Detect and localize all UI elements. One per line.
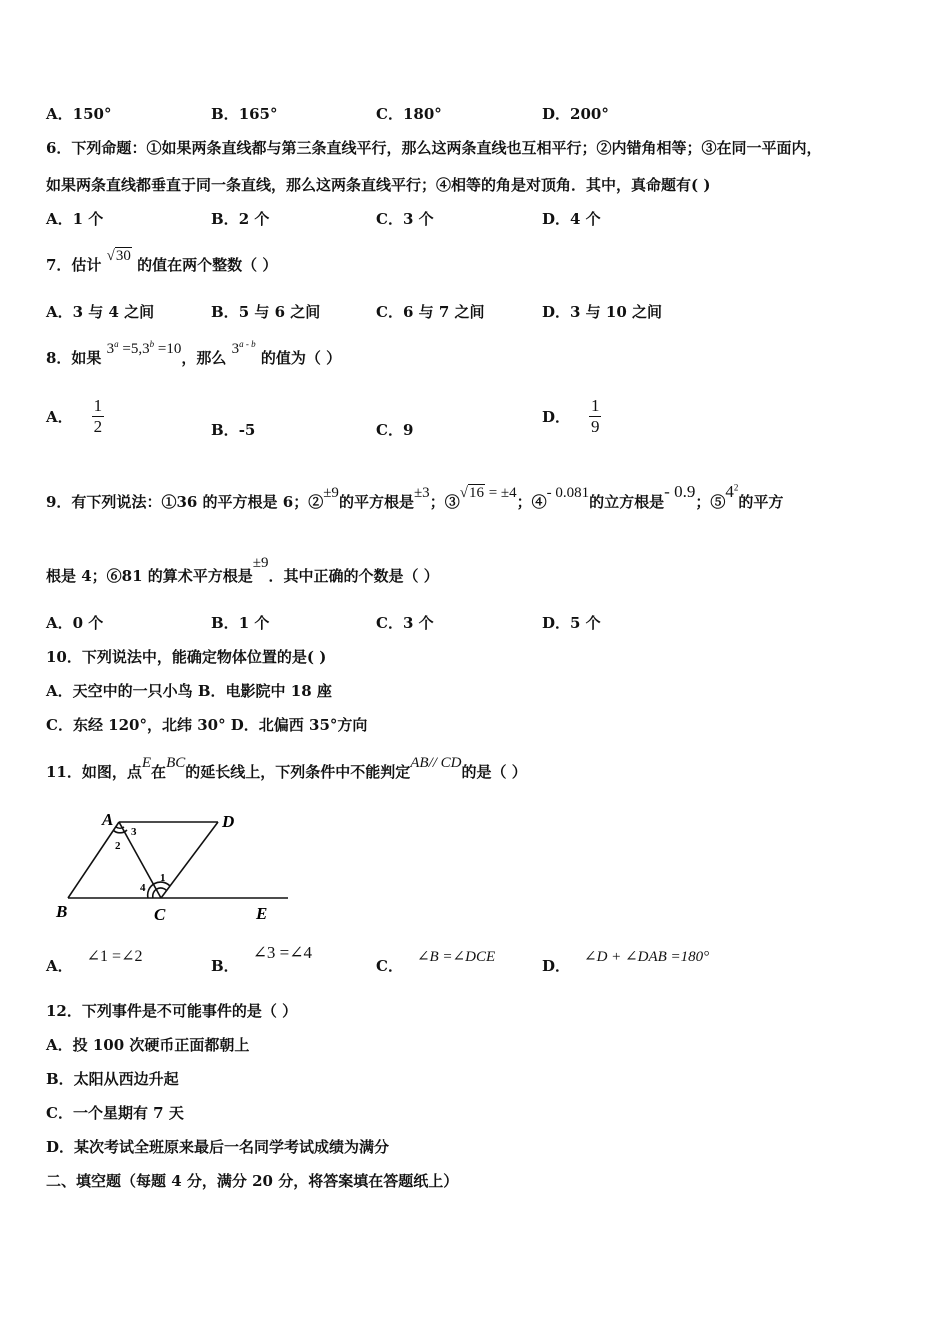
q7-option-a: A．3 与 4 之间 [46, 303, 155, 321]
q12-option-d: D．某次考试全班原来最后一名同学考试成绩为满分 [46, 1138, 390, 1156]
q8-option-a: A． $\frac{1}{2}$ [46, 396, 103, 436]
q10-stem: 10．下列说法中，能确定物体位置的是( ) [46, 648, 327, 666]
label-c: C [154, 905, 166, 924]
angle-1-label: 1 [160, 872, 166, 884]
q9-option-d: D．5 个 [542, 614, 601, 632]
q11-option-a: A．∠1 =∠2 [46, 948, 143, 975]
q9-stem-line1: 9．有下列说法：①36 的平方根是 6；②±9的平方根是±3；③√16 = ±4；④- 0.081的立方根是- 0.9；$⑤4^2$的平方 [46, 482, 784, 511]
label-b: B [56, 902, 68, 921]
section-2-heading: 二、填空题（每题 4 分，满分 20 分，将答案填在答题纸上） [46, 1172, 459, 1190]
q5-option-a: A．150° [46, 105, 112, 123]
q7-option-c: C．6 与 7 之间 [376, 303, 485, 321]
sqrt-16: √16 = ±4 [459, 485, 517, 501]
label-a: A [102, 810, 114, 829]
q6-option-d: D．4 个 [542, 210, 601, 228]
q6-stem-line2: 如果两条直线都垂直于同一条直线，那么这两条直线平行；④相等的角是对顶角．其中，真命题有( ) [46, 176, 711, 194]
label-d: D [222, 812, 235, 831]
q9-stem-line2: 根是 4；⑥81 的算术平方根是±9．其中正确的个数是（ ） [46, 555, 439, 585]
q9-option-c: C．3 个 [376, 614, 434, 632]
q8-expression: 3$^{a - b}$ [231, 339, 256, 357]
q6-option-b: B．2 个 [211, 210, 270, 228]
q8-option-d: D． $\frac{1}{9}$ [542, 396, 600, 436]
q7-option-b: B．5 与 6 之间 [211, 303, 321, 321]
q7-option-d: D．3 与 10 之间 [542, 303, 662, 321]
angle-2-label: 2 [115, 840, 121, 852]
q8-stem: 8．如果 $3^a =5,3^b =10$，那么 3$^{a - b}$ 的值为（ ） [46, 339, 342, 367]
q10-options-ab: A．天空中的一只小鸟 B．电影院中 18 座 [46, 682, 332, 700]
fraction-one-half: $\frac{1}{2}$ [93, 396, 103, 436]
q9-option-a: A．0 个 [46, 614, 104, 632]
q11-option-c: C． ∠B =∠DCE [376, 949, 496, 975]
angle-3-label: 3 [131, 826, 137, 838]
fraction-one-ninth: $\frac{1}{9}$ [591, 396, 600, 436]
q8-option-b: B．-5 [211, 421, 256, 439]
q12-option-a: A．投 100 次硬币正面都朝上 [46, 1036, 250, 1054]
q12-option-c: C．一个星期有 7 天 [46, 1104, 184, 1122]
q10-options-cd: C．东经 120°，北纬 30° D．北偏西 35°方向 [46, 716, 368, 734]
q9-option-b: B．1 个 [211, 614, 270, 632]
sqrt-30: √30 [106, 248, 131, 264]
label-e: E [256, 904, 268, 923]
q8-condition: $3^a =5,3^b =10$ [106, 339, 182, 357]
q12-option-b: B．太阳从西边升起 [46, 1070, 179, 1088]
q5-option-c: C．180° [376, 105, 442, 123]
q7-stem: 7．估计 √30 的值在两个整数（ ） [46, 248, 278, 274]
q6-stem-line1: 6．下列命题：①如果两条直线都与第三条直线平行，那么这两条直线也互相平行；②内错角相等；③在同一平面内， [46, 139, 822, 157]
q6-option-c: C．3 个 [376, 210, 434, 228]
q5-option-b: B．165° [211, 105, 278, 123]
q8-option-c: C．9 [376, 421, 414, 439]
q11-option-d: D． ∠D + ∠DAB =180° [542, 949, 710, 975]
q12-stem: 12．下列事件是不可能事件的是（ ） [46, 1002, 298, 1020]
q11-stem: 11．如图，点E在BC的延长线上，下列条件中不能判定AB// CD的是（ ） [46, 755, 527, 781]
q6-option-a: A．1 个 [46, 210, 104, 228]
parallelogram-figure [50, 800, 300, 930]
angle-4-label: 4 [140, 882, 146, 894]
q5-option-d: D．200° [542, 105, 609, 123]
q11-option-b: B．∠3 =∠4 [211, 943, 313, 975]
